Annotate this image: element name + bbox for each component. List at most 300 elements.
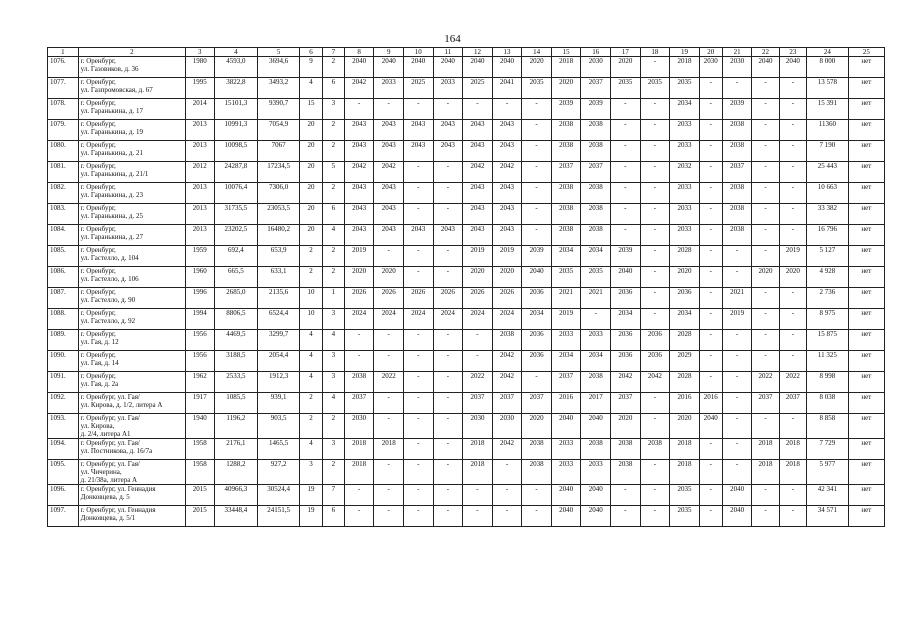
table-cell: 2032 — [670, 162, 700, 183]
table-cell: - — [463, 330, 493, 351]
row-number-cell: 1082. — [48, 183, 79, 204]
column-header-12: 12 — [463, 48, 493, 57]
table-row — [48, 225, 885, 246]
table-cell: 2043 — [463, 204, 493, 225]
table-cell: 2024 — [492, 309, 522, 330]
table-cell: - — [492, 506, 522, 527]
table-cell: - — [374, 485, 404, 506]
table-cell: - — [611, 485, 641, 506]
table-cell: - — [699, 78, 722, 99]
table-cell: - — [640, 288, 670, 309]
table-cell: - — [752, 225, 779, 246]
table-cell: 2 736 — [807, 288, 849, 309]
table-cell: нет — [848, 162, 884, 183]
table-cell: 2038 — [551, 225, 581, 246]
address-cell: г. Оренбург, ул. Гаранькина, д. 21 — [78, 141, 185, 162]
table-cell: - — [699, 439, 722, 460]
table-cell: 34 571 — [807, 506, 849, 527]
table-cell: - — [433, 460, 463, 485]
table-cell: 2042 — [344, 78, 374, 99]
table-cell: 2018 — [344, 439, 374, 460]
table-cell: 2042 — [374, 162, 404, 183]
table-cell: 2013 — [186, 120, 214, 141]
table-cell: 2043 — [344, 120, 374, 141]
table-cell: 2020 — [492, 267, 522, 288]
table-cell: 2018 — [670, 460, 700, 485]
table-cell: 2038 — [522, 439, 552, 460]
table-cell: 2040 — [722, 485, 752, 506]
table-cell: - — [722, 78, 752, 99]
table-cell: 16480,2 — [258, 225, 300, 246]
address-cell: г. Оренбург, ул. Газпромовская, д. 67 — [78, 78, 185, 99]
address-cell: г. Оренбург, ул. Гая/ ул. Чичерина, д. 21/38а, литера А — [78, 460, 185, 485]
table-cell: 2043 — [463, 141, 493, 162]
table-cell: 2033 — [551, 330, 581, 351]
table-cell: 6 — [322, 204, 344, 225]
table-cell: нет — [848, 78, 884, 99]
table-cell: 2035 — [670, 485, 700, 506]
row-number-cell: 1091. — [48, 372, 79, 393]
table-cell: 2021 — [581, 288, 611, 309]
table-cell: нет — [848, 120, 884, 141]
table-cell: 20 — [299, 183, 322, 204]
table-cell: 19 — [299, 485, 322, 506]
address-cell: г. Оренбург, ул. Гаранькина, д. 17 — [78, 99, 185, 120]
table-cell: - — [344, 330, 374, 351]
table-row — [48, 204, 885, 225]
table-cell: - — [640, 393, 670, 414]
table-cell: - — [433, 485, 463, 506]
table-cell: нет — [848, 439, 884, 460]
table-cell: - — [722, 393, 752, 414]
table-cell: 2022 — [374, 372, 404, 393]
table-cell: 2038 — [522, 460, 552, 485]
table-cell: 11360 — [807, 120, 849, 141]
table-cell: 2037 — [611, 393, 641, 414]
table-cell: 2013 — [186, 204, 214, 225]
table-cell: 2020 — [522, 414, 552, 439]
table-cell: - — [779, 141, 806, 162]
table-cell: 6 — [322, 78, 344, 99]
table-cell: 5 — [322, 162, 344, 183]
table-row — [48, 485, 885, 506]
table-cell: 2020 — [522, 57, 552, 78]
table-cell: - — [433, 351, 463, 372]
table-cell: 1085,5 — [214, 393, 258, 414]
table-cell: - — [611, 225, 641, 246]
table-cell: 2 — [299, 246, 322, 267]
table-row — [48, 99, 885, 120]
table-cell: - — [699, 246, 722, 267]
table-cell: 1956 — [186, 330, 214, 351]
table-cell: 3 — [322, 372, 344, 393]
table-cell: 2034 — [551, 246, 581, 267]
table-cell: - — [779, 120, 806, 141]
table-cell: - — [522, 372, 552, 393]
table-cell: нет — [848, 506, 884, 527]
table-cell: 4593,0 — [214, 57, 258, 78]
table-cell: 903,5 — [258, 414, 300, 439]
table-cell: 3 — [322, 99, 344, 120]
table-cell: - — [699, 330, 722, 351]
table-cell: - — [404, 460, 434, 485]
table-cell: 2043 — [344, 225, 374, 246]
table-cell: 2042 — [640, 372, 670, 393]
table-cell: 2 — [322, 120, 344, 141]
column-header-9: 9 — [374, 48, 404, 57]
table-cell: 3822,8 — [214, 78, 258, 99]
table-cell: нет — [848, 351, 884, 372]
table-cell: 2020 — [752, 267, 779, 288]
table-cell: 2026 — [433, 288, 463, 309]
table-cell: 30524,4 — [258, 485, 300, 506]
table-cell: 2024 — [463, 309, 493, 330]
table-cell: - — [611, 204, 641, 225]
table-cell: 20 — [299, 141, 322, 162]
table-cell: нет — [848, 288, 884, 309]
table-cell: нет — [848, 225, 884, 246]
table-cell: - — [640, 57, 670, 78]
table-cell: 2018 — [779, 439, 806, 460]
table-cell: - — [522, 99, 552, 120]
table-cell: - — [522, 506, 552, 527]
row-number-cell: 1089. — [48, 330, 79, 351]
table-row — [48, 288, 885, 309]
table-cell: - — [433, 330, 463, 351]
row-number-cell: 1097. — [48, 506, 79, 527]
table-cell: 2030 — [581, 57, 611, 78]
table-cell: - — [640, 267, 670, 288]
table-cell: 20 — [299, 120, 322, 141]
table-cell: 2135,6 — [258, 288, 300, 309]
table-cell: - — [492, 460, 522, 485]
table-cell: 2038 — [722, 141, 752, 162]
table-cell: 6 — [322, 506, 344, 527]
table-cell: 33448,4 — [214, 506, 258, 527]
table-cell: - — [699, 99, 722, 120]
table-cell: - — [433, 414, 463, 439]
table-cell: - — [433, 246, 463, 267]
table-cell: - — [779, 99, 806, 120]
table-cell: 2038 — [581, 372, 611, 393]
table-cell: - — [640, 204, 670, 225]
column-header-21: 21 — [722, 48, 752, 57]
table-cell: 4 — [299, 78, 322, 99]
table-cell: 2043 — [374, 141, 404, 162]
table-row — [48, 141, 885, 162]
table-cell: 2022 — [779, 372, 806, 393]
table-cell: 4 — [322, 393, 344, 414]
table-cell: 2018 — [670, 57, 700, 78]
table-cell: - — [752, 99, 779, 120]
column-header-8: 8 — [344, 48, 374, 57]
table-row — [48, 309, 885, 330]
table-cell: 33 382 — [807, 204, 849, 225]
table-cell: 2037 — [463, 393, 493, 414]
table-cell: - — [404, 351, 434, 372]
table-cell: 2042 — [492, 162, 522, 183]
table-cell: 40966,3 — [214, 485, 258, 506]
row-number-cell: 1086. — [48, 267, 79, 288]
table-cell: - — [752, 506, 779, 527]
table-cell: 1995 — [186, 78, 214, 99]
table-cell: 2040 — [581, 414, 611, 439]
table-cell: 2043 — [492, 141, 522, 162]
table-cell: - — [404, 439, 434, 460]
address-cell: г. Оренбург, ул. Геннадия Донковцева, д. 5/1 — [78, 506, 185, 527]
table-cell: - — [492, 99, 522, 120]
table-cell: 4 — [322, 225, 344, 246]
table-cell: - — [722, 372, 752, 393]
table-cell: 2042 — [492, 439, 522, 460]
table-cell: 2038 — [581, 183, 611, 204]
table-cell: 2043 — [374, 204, 404, 225]
table-cell: - — [433, 372, 463, 393]
table-cell: - — [699, 183, 722, 204]
table-cell: - — [722, 460, 752, 485]
table-cell: 2035 — [581, 267, 611, 288]
table-cell: 2 — [322, 57, 344, 78]
table-cell: - — [699, 267, 722, 288]
column-header-20: 20 — [699, 48, 722, 57]
table-row — [48, 460, 885, 485]
table-cell: - — [779, 288, 806, 309]
table-cell: 2015 — [186, 485, 214, 506]
address-cell: г. Оренбург, ул. Гая, д. 12 — [78, 330, 185, 351]
table-cell: 2033 — [374, 78, 404, 99]
table-row — [48, 183, 885, 204]
table-cell: 9 — [299, 57, 322, 78]
table-cell: - — [699, 162, 722, 183]
column-header-23: 23 — [779, 48, 806, 57]
table-cell: - — [722, 439, 752, 460]
table-cell: 2020 — [611, 57, 641, 78]
table-cell: - — [752, 162, 779, 183]
table-cell: - — [611, 120, 641, 141]
table-cell: 2026 — [344, 288, 374, 309]
table-cell: 2034 — [581, 351, 611, 372]
table-cell: 2042 — [611, 372, 641, 393]
table-cell: 2018 — [374, 439, 404, 460]
table-cell: 2030 — [699, 57, 722, 78]
table-row — [48, 439, 885, 460]
table-cell: 2042 — [492, 372, 522, 393]
table-cell: - — [699, 351, 722, 372]
table-cell: 2026 — [374, 288, 404, 309]
table-cell: - — [433, 99, 463, 120]
table-cell: - — [640, 414, 670, 439]
table-cell: - — [640, 141, 670, 162]
table-cell: 2040 — [433, 57, 463, 78]
table-cell: 2024 — [374, 309, 404, 330]
table-cell: 2037 — [492, 393, 522, 414]
table-cell: - — [463, 351, 493, 372]
table-cell: 5 127 — [807, 246, 849, 267]
table-cell: 2 — [299, 267, 322, 288]
table-cell: 2020 — [463, 267, 493, 288]
table-row — [48, 57, 885, 78]
row-number-cell: 1087. — [48, 288, 79, 309]
table-cell: - — [640, 485, 670, 506]
table-cell: 2036 — [640, 330, 670, 351]
table-cell: - — [779, 183, 806, 204]
table-cell: 2035 — [670, 78, 700, 99]
table-cell: 8806,5 — [214, 309, 258, 330]
table-cell: - — [522, 183, 552, 204]
table-cell: - — [611, 183, 641, 204]
table-cell: 24151,5 — [258, 506, 300, 527]
table-cell: 2033 — [670, 183, 700, 204]
column-header-5: 5 — [258, 48, 300, 57]
table-cell: - — [779, 414, 806, 439]
table-cell: 2015 — [186, 506, 214, 527]
table-cell: 20 — [299, 204, 322, 225]
table-cell: 2043 — [404, 120, 434, 141]
table-row — [48, 393, 885, 414]
table-cell: - — [640, 99, 670, 120]
table-cell: 2043 — [492, 120, 522, 141]
table-row — [48, 78, 885, 99]
table-cell: - — [779, 351, 806, 372]
table-cell: 2043 — [374, 225, 404, 246]
table-cell: 6524,4 — [258, 309, 300, 330]
table-cell: 8 975 — [807, 309, 849, 330]
table-cell: 2037 — [722, 162, 752, 183]
address-cell: г. Оренбург, ул. Гая, д. 2а — [78, 372, 185, 393]
address-cell: г. Оренбург, ул. Гаранькина, д. 21/1 — [78, 162, 185, 183]
table-cell: 2042 — [463, 162, 493, 183]
table-cell: 2018 — [779, 460, 806, 485]
table-cell: 3 — [322, 439, 344, 460]
table-cell: 2038 — [551, 204, 581, 225]
table-cell: - — [640, 162, 670, 183]
table-cell: - — [374, 393, 404, 414]
table-cell: 2025 — [404, 78, 434, 99]
table-cell: - — [752, 288, 779, 309]
table-cell: 2 — [299, 414, 322, 439]
table-cell: 7 — [322, 485, 344, 506]
table-cell: - — [752, 183, 779, 204]
table-cell: - — [640, 460, 670, 485]
table-cell: 15 391 — [807, 99, 849, 120]
table-cell: 2037 — [581, 162, 611, 183]
table-cell: 927,2 — [258, 460, 300, 485]
table-row — [48, 120, 885, 141]
table-cell: 2036 — [670, 288, 700, 309]
table-cell: 1288,2 — [214, 460, 258, 485]
column-header-11: 11 — [433, 48, 463, 57]
table-cell: - — [404, 246, 434, 267]
address-cell: г. Оренбург, ул. Гаранькина, д. 19 — [78, 120, 185, 141]
table-cell: 2038 — [722, 225, 752, 246]
table-cell: - — [752, 246, 779, 267]
header-row — [48, 48, 885, 57]
table-cell: 2034 — [551, 351, 581, 372]
page-number: 164 — [444, 33, 461, 45]
table-cell: 2040 — [522, 267, 552, 288]
table-cell: - — [779, 225, 806, 246]
table-cell: - — [699, 372, 722, 393]
table-cell: 2042 — [344, 162, 374, 183]
column-header-7: 7 — [322, 48, 344, 57]
table-cell: 2038 — [344, 372, 374, 393]
table-cell: 1960 — [186, 267, 214, 288]
table-cell: 2020 — [670, 267, 700, 288]
column-header-2: 2 — [78, 48, 185, 57]
table-cell: нет — [848, 267, 884, 288]
table-row — [48, 267, 885, 288]
table-cell: 7 729 — [807, 439, 849, 460]
table-cell: 2038 — [551, 183, 581, 204]
table-cell: 2038 — [722, 204, 752, 225]
table-cell: 2040 — [779, 57, 806, 78]
table-cell: 2043 — [344, 141, 374, 162]
table-cell: 4 — [299, 330, 322, 351]
table-cell: нет — [848, 372, 884, 393]
table-cell: - — [699, 204, 722, 225]
table-cell: 2016 — [699, 393, 722, 414]
column-header-18: 18 — [640, 48, 670, 57]
table-cell: 2033 — [551, 460, 581, 485]
table-cell: 7067 — [258, 141, 300, 162]
table-cell: 4 — [299, 372, 322, 393]
table-cell: 2038 — [581, 225, 611, 246]
table-cell: нет — [848, 246, 884, 267]
table-cell: - — [404, 485, 434, 506]
table-cell: 2036 — [611, 330, 641, 351]
table-cell: 2035 — [611, 78, 641, 99]
table-cell: - — [611, 506, 641, 527]
table-cell: 2026 — [404, 288, 434, 309]
table-cell: 2018 — [670, 439, 700, 460]
table-cell: 2020 — [670, 414, 700, 439]
table-cell: 9390,7 — [258, 99, 300, 120]
table-cell: 2043 — [344, 183, 374, 204]
table-cell: 23053,5 — [258, 204, 300, 225]
table-cell: 8 000 — [807, 57, 849, 78]
table-cell: 2043 — [404, 141, 434, 162]
table-cell: 23202,5 — [214, 225, 258, 246]
row-number-cell: 1079. — [48, 120, 79, 141]
table-cell: 25 443 — [807, 162, 849, 183]
table-cell: - — [722, 351, 752, 372]
table-cell: 2034 — [670, 99, 700, 120]
row-number-cell: 1084. — [48, 225, 79, 246]
table-cell: 665,5 — [214, 267, 258, 288]
address-cell: г. Оренбург, ул. Гая, д. 14 — [78, 351, 185, 372]
row-number-cell: 1077. — [48, 78, 79, 99]
table-cell: 20 — [299, 225, 322, 246]
table-cell: 3299,7 — [258, 330, 300, 351]
table-cell: 2028 — [670, 372, 700, 393]
table-cell: - — [779, 309, 806, 330]
table-cell: 2 — [322, 141, 344, 162]
table-cell: 2022 — [463, 372, 493, 393]
table-cell: - — [374, 506, 404, 527]
table-cell: - — [640, 246, 670, 267]
table-cell: 633,1 — [258, 267, 300, 288]
row-number-cell: 1095. — [48, 460, 79, 485]
table-cell: 2037 — [551, 372, 581, 393]
table-cell: 7 190 — [807, 141, 849, 162]
table-cell: 2030 — [463, 414, 493, 439]
table-cell: 2037 — [344, 393, 374, 414]
table-cell: - — [344, 99, 374, 120]
table-cell: 2037 — [551, 162, 581, 183]
table-cell: нет — [848, 99, 884, 120]
table-cell: 10 — [299, 309, 322, 330]
table-cell: - — [752, 414, 779, 439]
